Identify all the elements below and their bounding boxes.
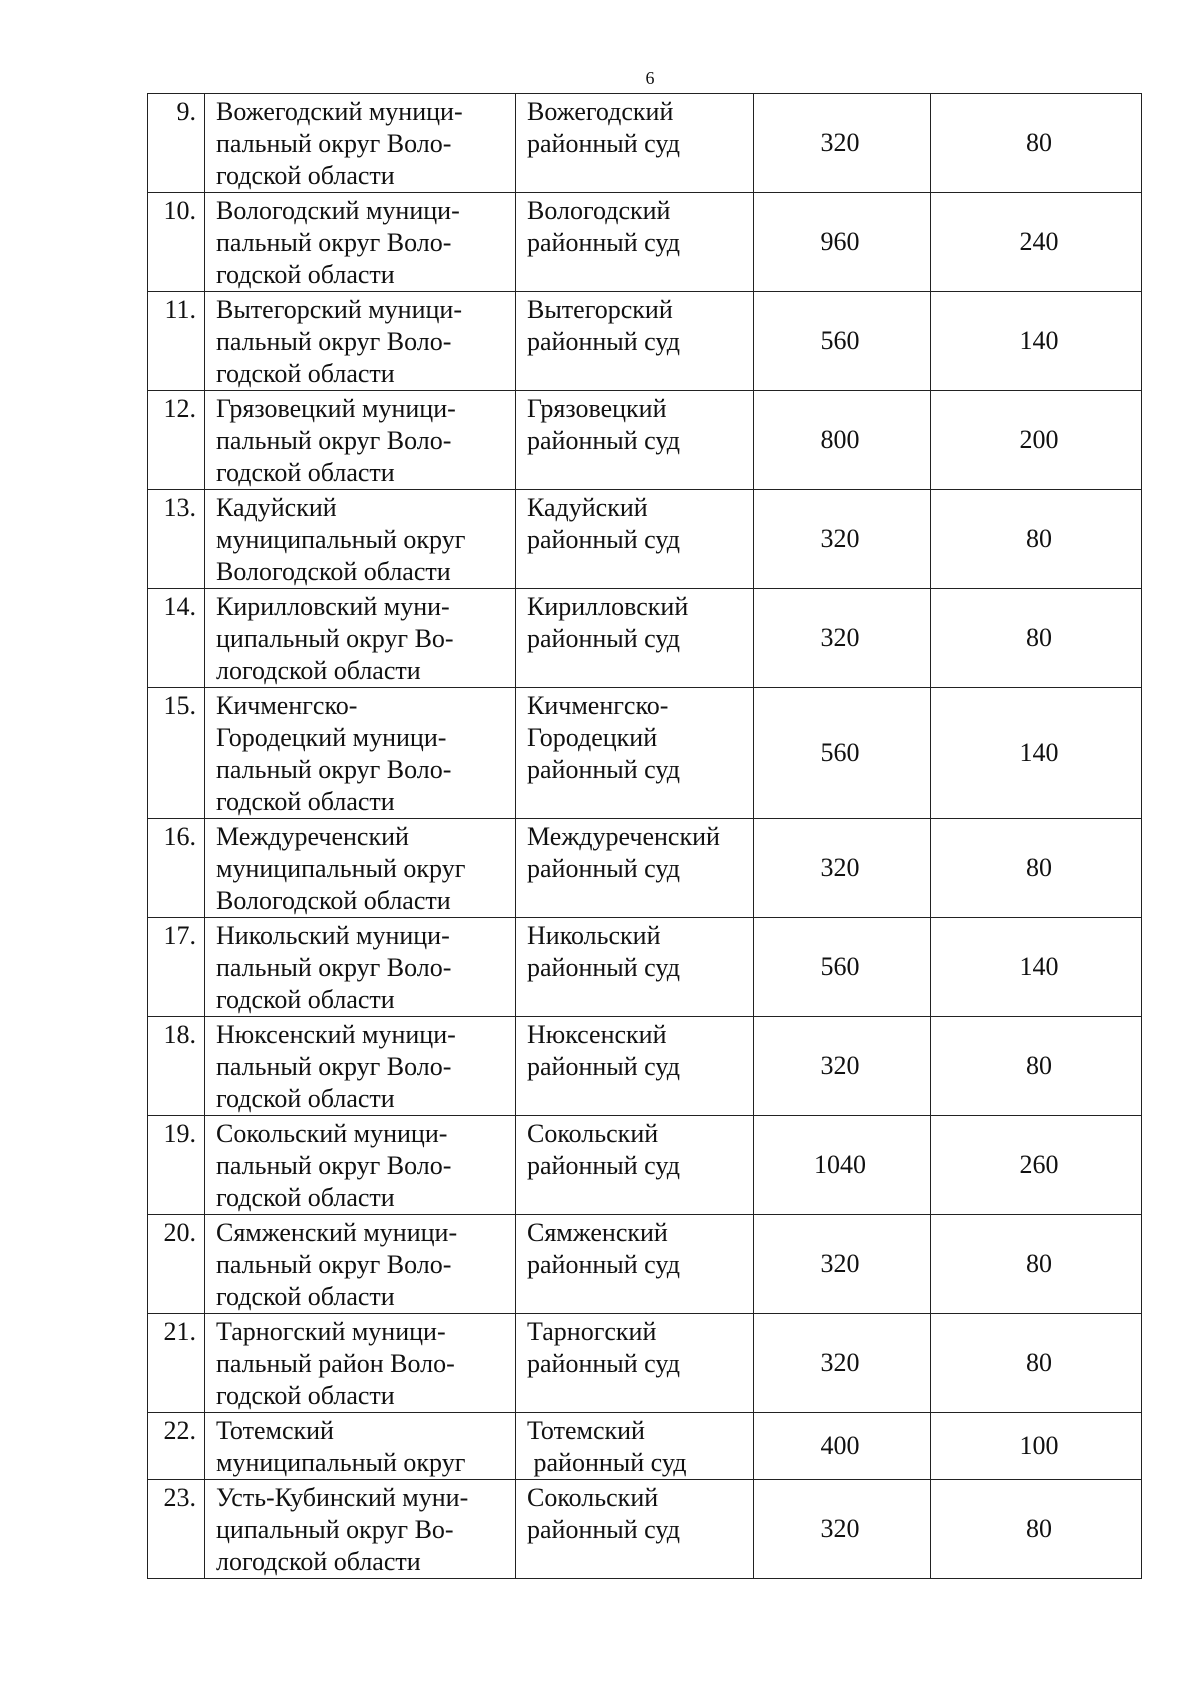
- municipality-line: Вожегодский муници-: [216, 97, 463, 126]
- municipality-line: пальный район Воло-: [216, 1349, 455, 1378]
- courts-table: [147, 93, 1142, 1579]
- value-cell-1: 1040: [754, 1116, 931, 1215]
- court-line: районный суд: [527, 327, 680, 356]
- court-line: Грязовецкий: [527, 394, 667, 423]
- value-cell-2: 240: [931, 193, 1142, 292]
- court-cell: [516, 1480, 754, 1579]
- value-cell-1: 400: [754, 1413, 931, 1480]
- court-line: районный суд: [527, 1052, 680, 1081]
- table-row: [148, 1017, 1142, 1116]
- court-line: Сокольский: [527, 1119, 659, 1148]
- value-cell-1: 320: [754, 589, 931, 688]
- value-cell-2: 80: [931, 94, 1142, 193]
- municipality-line: пальный округ Воло-: [216, 1052, 452, 1081]
- row-number: 23.: [148, 1480, 205, 1579]
- court-line: районный суд: [527, 854, 680, 883]
- municipality-line: муниципальный округ: [216, 1448, 466, 1477]
- row-number: 13.: [148, 490, 205, 589]
- municipality-line: годской области: [216, 1381, 395, 1410]
- court-line: районный суд: [527, 755, 680, 784]
- court-line: Вытегорский: [527, 295, 673, 324]
- page-number: 6: [645, 68, 655, 88]
- court-line: Тарногский: [527, 1317, 657, 1346]
- municipality-cell: [205, 589, 516, 688]
- court-line: районный суд: [527, 525, 680, 554]
- court-line: районный суд: [527, 228, 680, 257]
- value-cell-1: 560: [754, 292, 931, 391]
- court-cell: [516, 292, 754, 391]
- municipality-line: пальный округ Воло-: [216, 426, 452, 455]
- value-cell-1: 320: [754, 1215, 931, 1314]
- court-cell: [516, 589, 754, 688]
- value-cell-1: 320: [754, 1314, 931, 1413]
- table-row: [148, 490, 1142, 589]
- court-cell: [516, 1314, 754, 1413]
- municipality-cell: [205, 918, 516, 1017]
- municipality-line: Вологодской области: [216, 886, 451, 915]
- municipality-line: пальный округ Воло-: [216, 1250, 452, 1279]
- value-cell-2: 100: [931, 1413, 1142, 1480]
- municipality-cell: [205, 1413, 516, 1480]
- table-row: [148, 94, 1142, 193]
- value-cell-2: 140: [931, 292, 1142, 391]
- table-row: [148, 1116, 1142, 1215]
- row-number: 12.: [148, 391, 205, 490]
- court-line: районный суд: [527, 1349, 680, 1378]
- municipality-line: Нюксенский муници-: [216, 1020, 456, 1049]
- table-row: [148, 1215, 1142, 1314]
- court-line: Никольский: [527, 921, 661, 950]
- municipality-line: годской области: [216, 161, 395, 190]
- municipality-line: Кичменгско-: [216, 691, 358, 720]
- municipality-line: годской области: [216, 787, 395, 816]
- value-cell-1: 800: [754, 391, 931, 490]
- value-cell-2: 200: [931, 391, 1142, 490]
- value-cell-2: 140: [931, 688, 1142, 819]
- table-row: [148, 292, 1142, 391]
- municipality-line: Вологодский муници-: [216, 196, 460, 225]
- row-number: 18.: [148, 1017, 205, 1116]
- court-cell: [516, 819, 754, 918]
- table-row: [148, 918, 1142, 1017]
- court-line: Кичменгско-: [527, 691, 669, 720]
- value-cell-2: 140: [931, 918, 1142, 1017]
- value-cell-1: 560: [754, 688, 931, 819]
- table-body: [148, 94, 1142, 1579]
- table-row: [148, 1413, 1142, 1480]
- court-line: Тотемский: [527, 1416, 645, 1445]
- court-line: Кадуйский: [527, 493, 648, 522]
- row-number: 15.: [148, 688, 205, 819]
- court-cell: [516, 1215, 754, 1314]
- row-number: 19.: [148, 1116, 205, 1215]
- municipality-line: пальный округ Воло-: [216, 327, 452, 356]
- row-number: 10.: [148, 193, 205, 292]
- municipality-cell: [205, 1017, 516, 1116]
- municipality-line: пальный округ Воло-: [216, 228, 452, 257]
- value-cell-1: 560: [754, 918, 931, 1017]
- court-line: районный суд: [527, 129, 680, 158]
- row-number: 14.: [148, 589, 205, 688]
- value-cell-2: 80: [931, 1017, 1142, 1116]
- court-line: Вологодский: [527, 196, 671, 225]
- value-cell-1: 320: [754, 819, 931, 918]
- court-line: районный суд: [527, 624, 680, 653]
- table-row: [148, 391, 1142, 490]
- value-cell-2: 80: [931, 819, 1142, 918]
- court-line: Сокольский: [527, 1483, 659, 1512]
- court-line: Нюксенский: [527, 1020, 667, 1049]
- table-row: [148, 819, 1142, 918]
- municipality-cell: [205, 1480, 516, 1579]
- court-cell: [516, 391, 754, 490]
- court-cell: [516, 688, 754, 819]
- municipality-line: годской области: [216, 985, 395, 1014]
- value-cell-2: 80: [931, 490, 1142, 589]
- municipality-line: пальный округ Воло-: [216, 129, 452, 158]
- municipality-line: логодской области: [216, 1547, 421, 1576]
- municipality-line: Грязовецкий муници-: [216, 394, 456, 423]
- municipality-line: годской области: [216, 260, 395, 289]
- municipality-line: Городецкий муници-: [216, 723, 447, 752]
- municipality-line: Усть-Кубинский муни-: [216, 1483, 469, 1512]
- court-line: Кирилловский: [527, 592, 689, 621]
- row-number: 22.: [148, 1413, 205, 1480]
- municipality-line: пальный округ Воло-: [216, 755, 452, 784]
- table-row: [148, 1480, 1142, 1579]
- table-row: [148, 193, 1142, 292]
- municipality-cell: [205, 490, 516, 589]
- court-line: Сямженский: [527, 1218, 668, 1247]
- court-line: районный суд: [527, 1448, 687, 1477]
- row-number: 21.: [148, 1314, 205, 1413]
- municipality-line: Кадуйский: [216, 493, 337, 522]
- value-cell-1: 320: [754, 1480, 931, 1579]
- court-cell: [516, 193, 754, 292]
- municipality-line: годской области: [216, 1282, 395, 1311]
- court-cell: [516, 94, 754, 193]
- value-cell-1: 320: [754, 94, 931, 193]
- value-cell-2: 80: [931, 589, 1142, 688]
- municipality-line: муниципальный округ: [216, 854, 466, 883]
- municipality-line: ципальный округ Во-: [216, 624, 454, 653]
- value-cell-2: 80: [931, 1215, 1142, 1314]
- court-line: районный суд: [527, 426, 680, 455]
- municipality-line: Вытегорский муници-: [216, 295, 462, 324]
- value-cell-1: 960: [754, 193, 931, 292]
- municipality-cell: [205, 292, 516, 391]
- municipality-cell: [205, 391, 516, 490]
- court-line: районный суд: [527, 1250, 680, 1279]
- court-line: районный суд: [527, 1515, 680, 1544]
- court-line: районный суд: [527, 1151, 680, 1180]
- court-cell: [516, 1116, 754, 1215]
- municipality-cell: [205, 193, 516, 292]
- court-line: Междуреченский: [527, 822, 720, 851]
- municipality-line: Тарногский муници-: [216, 1317, 446, 1346]
- municipality-line: Междуреченский: [216, 822, 409, 851]
- municipality-cell: [205, 819, 516, 918]
- value-cell-2: 80: [931, 1480, 1142, 1579]
- value-cell-2: 80: [931, 1314, 1142, 1413]
- row-number: 11.: [148, 292, 205, 391]
- table-row: [148, 589, 1142, 688]
- court-line: Вожегодский: [527, 97, 674, 126]
- value-cell-1: 320: [754, 1017, 931, 1116]
- municipality-line: годской области: [216, 359, 395, 388]
- municipality-line: Сямженский муници-: [216, 1218, 458, 1247]
- court-line: Городецкий: [527, 723, 658, 752]
- row-number: 17.: [148, 918, 205, 1017]
- court-cell: [516, 1017, 754, 1116]
- municipality-line: Кирилловский муни-: [216, 592, 450, 621]
- value-cell-2: 260: [931, 1116, 1142, 1215]
- value-cell-1: 320: [754, 490, 931, 589]
- municipality-line: логодской области: [216, 656, 421, 685]
- municipality-line: годской области: [216, 458, 395, 487]
- court-cell: [516, 1413, 754, 1480]
- municipality-cell: [205, 688, 516, 819]
- row-number: 16.: [148, 819, 205, 918]
- municipality-cell: [205, 1314, 516, 1413]
- municipality-line: Никольский муници-: [216, 921, 450, 950]
- municipality-line: Тотемский: [216, 1416, 334, 1445]
- municipality-line: Вологодской области: [216, 557, 451, 586]
- municipality-line: муниципальный округ: [216, 525, 466, 554]
- municipality-cell: [205, 94, 516, 193]
- municipality-line: пальный округ Воло-: [216, 953, 452, 982]
- row-number: 9.: [148, 94, 205, 193]
- municipality-cell: [205, 1215, 516, 1314]
- table-row: [148, 688, 1142, 819]
- municipality-line: ципальный округ Во-: [216, 1515, 454, 1544]
- municipality-line: годской области: [216, 1183, 395, 1212]
- court-cell: [516, 918, 754, 1017]
- municipality-line: пальный округ Воло-: [216, 1151, 452, 1180]
- municipality-line: Сокольский муници-: [216, 1119, 448, 1148]
- table-row: [148, 1314, 1142, 1413]
- court-line: районный суд: [527, 953, 680, 982]
- municipality-cell: [205, 1116, 516, 1215]
- court-cell: [516, 490, 754, 589]
- municipality-line: годской области: [216, 1084, 395, 1113]
- row-number: 20.: [148, 1215, 205, 1314]
